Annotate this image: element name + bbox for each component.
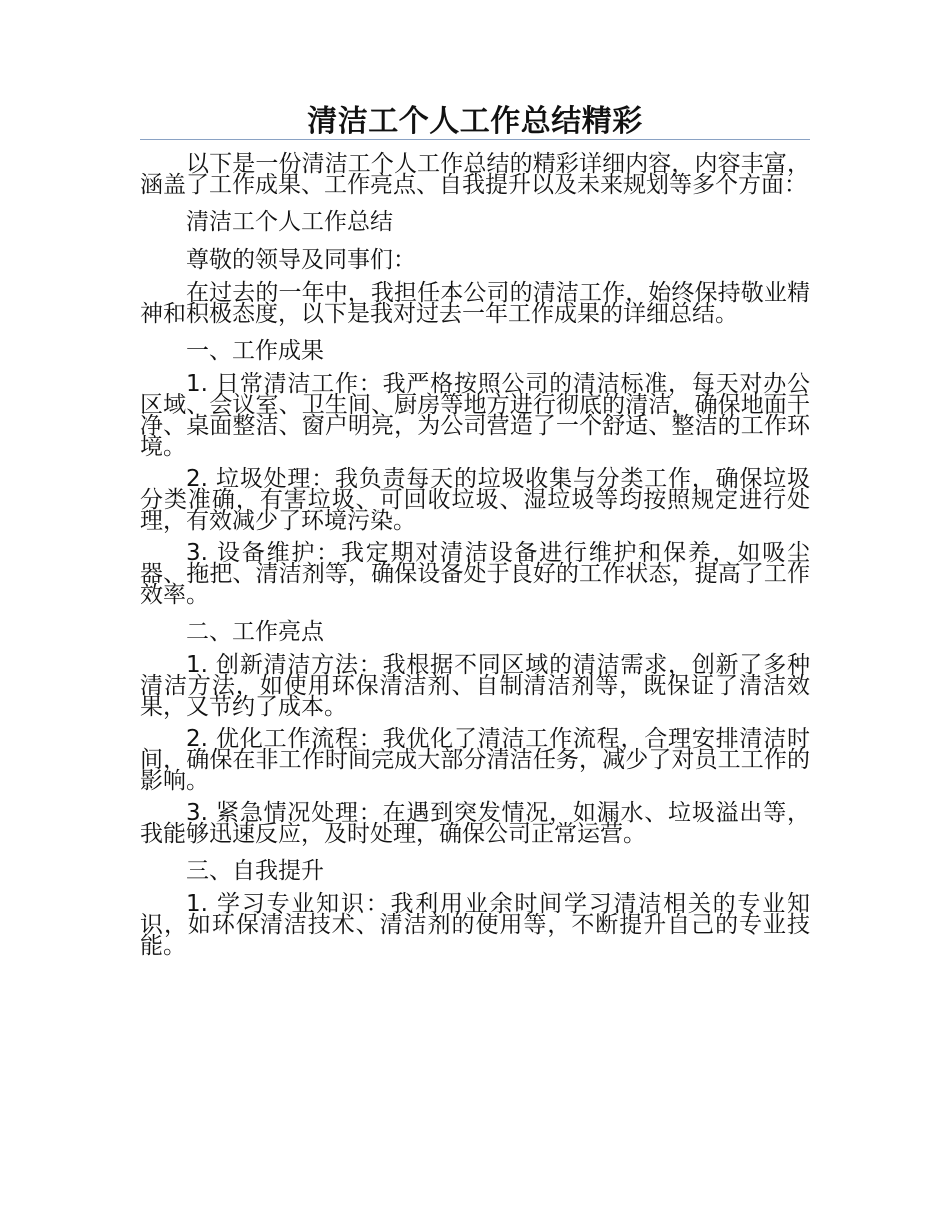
section-heading: 三、自我提升: [186, 858, 324, 884]
body-paragraph: 1. 学习专业知识：我利用业余时间学习清洁相关的专业知识，如环保清洁技术、清洁剂的使用等，不断提升自己的专业技能。: [140, 891, 810, 959]
body-paragraph: 1. 创新清洁方法：我根据不同区域的清洁需求，创新了多种清洁方法，如使用环保清洁剂、自制清洁剂等，既保证了清洁效果，又节约了成本。: [140, 652, 810, 720]
body-paragraph: 清洁工个人工作总结: [186, 209, 393, 235]
document-title: 清洁工个人工作总结精彩: [307, 104, 643, 139]
body-paragraph: 以下是一份清洁工个人工作总结的精彩详细内容，内容丰富，涵盖了工作成果、工作亮点、自我提升以及未来规划等多个方面：: [140, 151, 810, 198]
body-paragraph: 2. 优化工作流程：我优化了清洁工作流程，合理安排清洁时间，确保在非工作时间完成大部分清洁任务，减少了对员工工作的影响。: [140, 726, 810, 794]
body-paragraph: 1. 日常清洁工作：我严格按照公司的清洁标准，每天对办公区域、会议室、卫生间、厨房等地方进行彻底的清洁，确保地面干净、桌面整洁、窗户明亮，为公司营造了一个舒适、整洁的工作环境。: [140, 371, 810, 460]
section-heading: 二、工作亮点: [186, 619, 324, 645]
body-paragraph: 尊敬的领导及同事们：: [186, 247, 416, 273]
document-body: [140, 151, 810, 968]
section-heading: 一、工作成果: [186, 338, 324, 364]
body-paragraph: 3. 设备维护：我定期对清洁设备进行维护和保养，如吸尘器、拖把、清洁剂等，确保设备处于良好的工作状态，提高了工作效率。: [140, 540, 810, 608]
title-underline: [140, 139, 810, 140]
body-paragraph: 3. 紧急情况处理：在遇到突发情况，如漏水、垃圾溢出等，我能够迅速反应，及时处理，确保公司正常运营。: [140, 800, 810, 847]
body-paragraph: 2. 垃圾处理：我负责每天的垃圾收集与分类工作，确保垃圾分类准确，有害垃圾、可回收垃圾、湿垃圾等均按照规定进行处理，有效减少了环境污染。: [140, 466, 810, 534]
body-paragraph: 在过去的一年中，我担任本公司的清洁工作，始终保持敬业精神和积极态度，以下是我对过去一年工作成果的详细总结。: [140, 280, 810, 327]
